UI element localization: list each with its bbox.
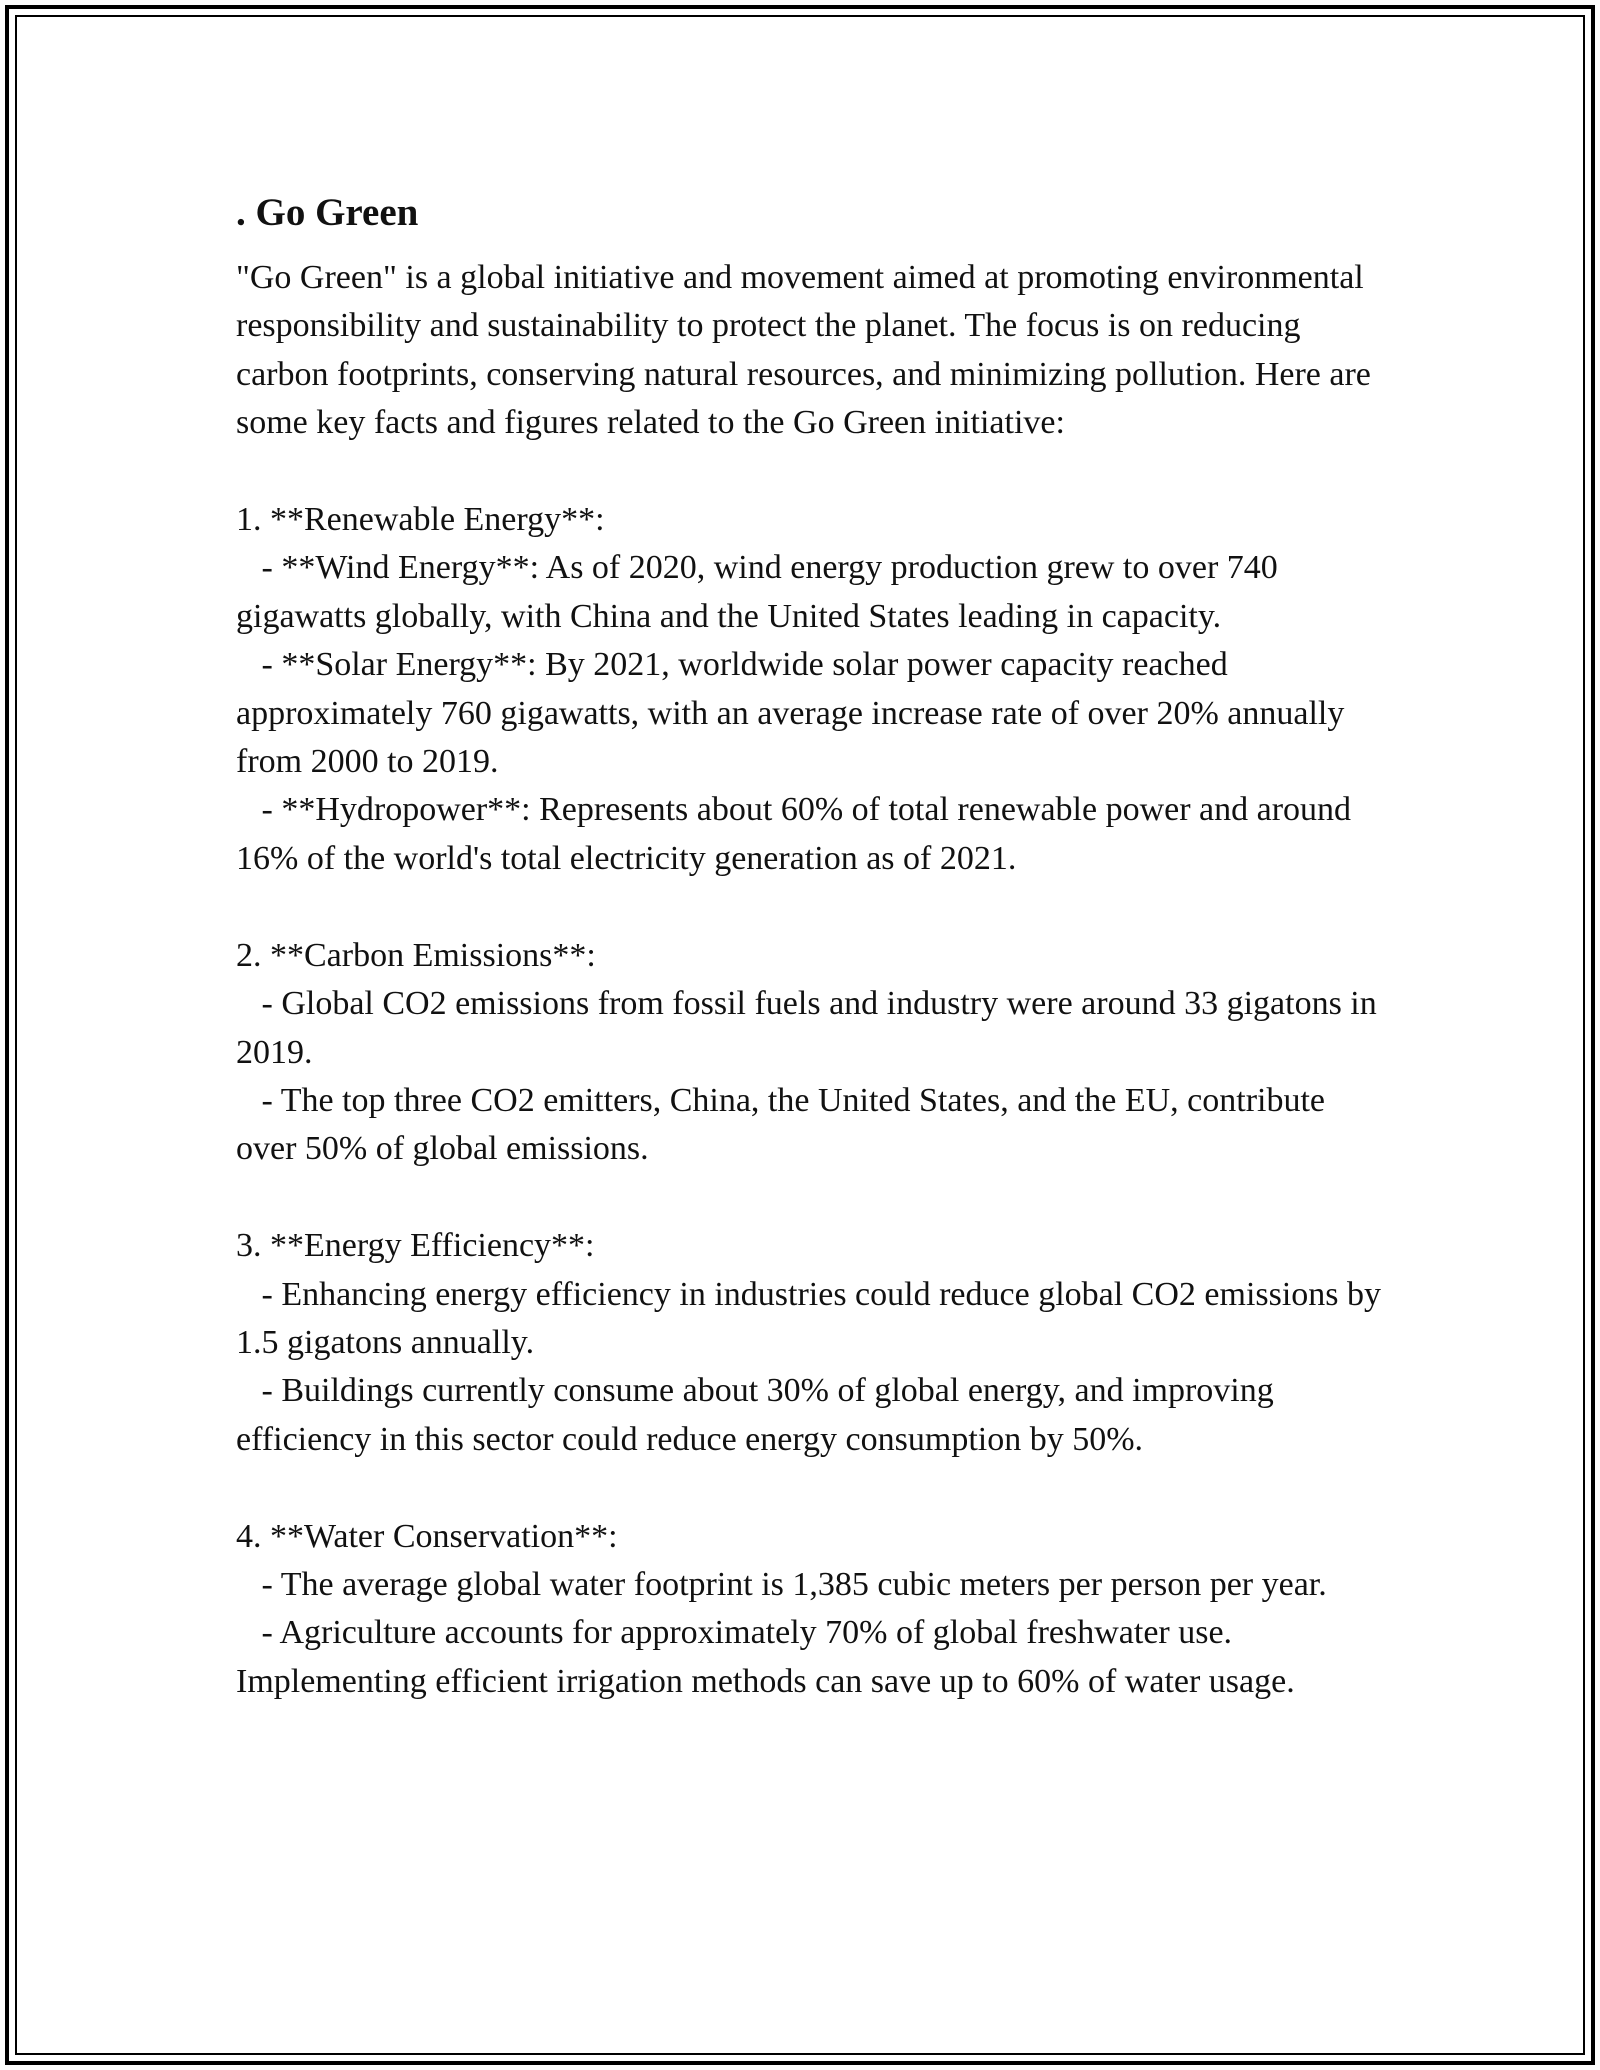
- document-body: "Go Green" is a global initiative and movement aimed at promoting environmental responsibility and sustainability to protect the planet. The focus is on reducing carbon footprints, conserving natural resources, and minimizing pollution. Here are some key facts and figures related to the Go Green initiative: 1. **Renewable Energy**: - **Wind Energy**: As of 2020, wind energy production grew to over 740 gigawatts globally, with China and the United States leading in capacity. - **Solar Energy**: By 2021, worldwide solar power capacity reached approximately 760 gigawatts, with an average increase rate of over 20% annually from 2000 to 2019. - **Hydropower**: Represents about 60% of total renewable power and around 16% of the world's total electricity generation as of 2021. 2. **Carbon Emissions**: - Global CO2 emissions from fossil fuels and industry were around 33 gigatons in 2019. - The top three CO2 emitters, China, the United States, and the EU, contribute over 50% of global emissions. 3. **Energy Efficiency**: - Enhancing energy efficiency in industries could reduce global CO2 emissions by 1.5 gigatons annually. - Buildings currently consume about 30% of global energy, and improving efficiency in this sector could reduce energy consumption by 50%. 4. **Water Conservation**: - The average global water footprint is 1,385 cubic meters per person per year. - Agriculture accounts for approximately 70% of global freshwater use. Implementing efficient irrigation methods can save up to 60% of water usage.: [236, 259, 1382, 1700]
- document-title: . Go Green: [236, 191, 419, 234]
- document-content: [236, 186, 1386, 1706]
